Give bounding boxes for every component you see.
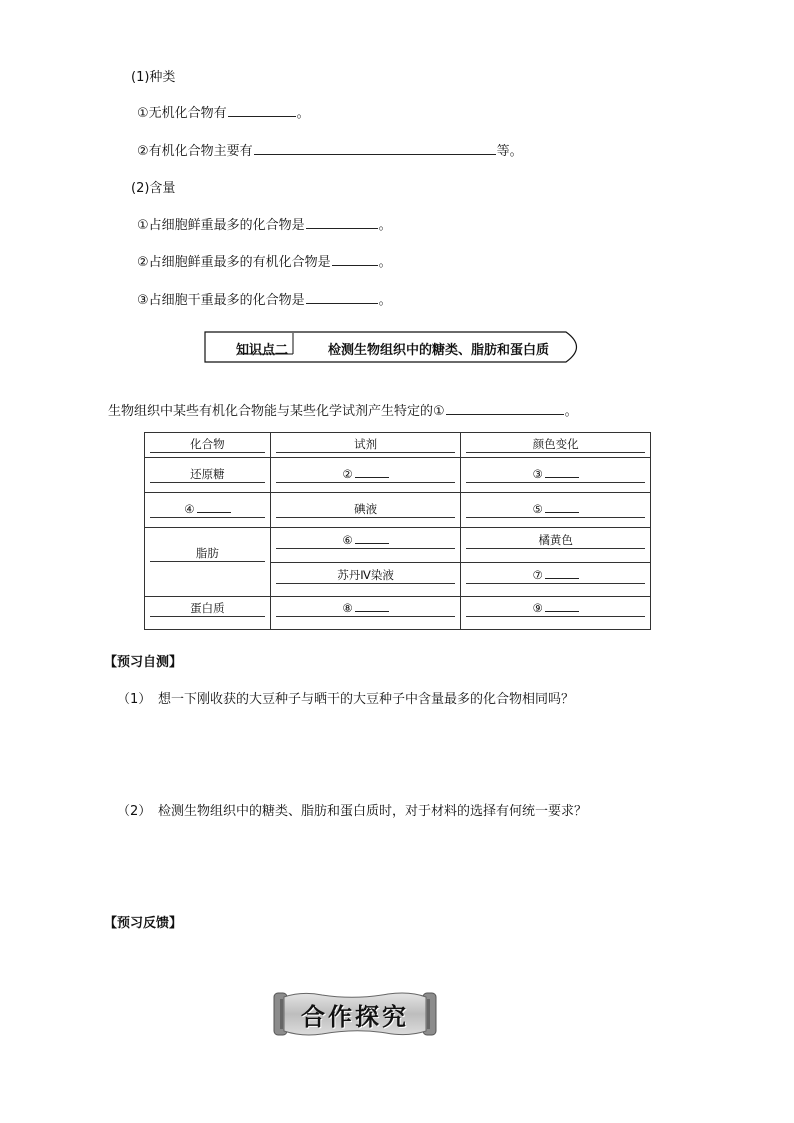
organic-suffix: 等。 [496,144,523,159]
color-blank-3[interactable] [466,466,645,483]
intro-prefix: 生物组织中某些有机化合物能与某些化学试剂产生特定的① [108,404,445,419]
heading-kinds: (1)种类 [131,70,176,85]
blank-line [355,467,389,478]
blank-line [197,502,231,513]
table-cell [461,528,651,563]
table-cell [461,597,651,630]
dry-most-suffix: 。 [378,293,392,308]
table-row [145,458,651,493]
question-2-text: 检测生物组织中的糖类、脂肪和蛋白质时，对于材料的选择有何统一要求？ [158,804,588,819]
reagent-blank-6[interactable] [276,532,456,549]
table-cell [145,597,271,630]
compound-reducing-sugar: 还原糖 [150,466,265,483]
table-cell [461,493,651,528]
intro-line [108,400,578,419]
compound-fat: 脂肪 [150,545,265,562]
blank-line [545,502,579,513]
blank-line [355,601,389,612]
reagent-iodine: 碘液 [276,501,456,518]
table-cell [461,562,651,597]
dry-most-line [137,289,392,308]
blank-line [545,601,579,612]
marker-4: ④ [184,502,195,516]
table-cell [270,433,461,458]
header-reagent: 试剂 [276,436,456,453]
color-blank-5[interactable] [466,501,645,518]
compound-blank-4[interactable] [150,501,265,518]
fresh-most-line [137,214,392,233]
organic-blank[interactable] [254,141,496,155]
inorganic-blank[interactable] [228,103,296,117]
knowledge-point-title: 检测生物组织中的糖类、脂肪和蛋白质 [328,343,550,358]
table-cell [270,597,461,630]
table-cell [270,493,461,528]
organic-line [137,140,523,159]
table-cell [145,528,271,597]
compound-protein: 蛋白质 [150,600,265,617]
fresh-organic-suffix: 。 [378,255,392,270]
intro-suffix: 。 [564,404,578,419]
marker-2: ② [342,467,353,481]
table-row [145,528,651,563]
table-cell [461,433,651,458]
table-cell [145,433,271,458]
heading-content: (2)含量 [131,181,176,196]
marker-3: ③ [532,467,543,481]
blank-line [545,568,579,579]
table-cell [145,493,271,528]
feedback-heading: 【预习反馈】 [104,916,183,931]
self-test-heading: 【预习自测】 [104,655,183,670]
fresh-organic-line [137,251,392,270]
table-header-row [145,433,651,458]
table-cell [270,528,461,563]
color-blank-9[interactable] [466,600,645,617]
question-1-text: 想一下刚收获的大豆种子与晒干的大豆种子中含量最多的化合物相同吗？ [158,692,575,707]
table-row [145,493,651,528]
color-orange-yellow: 橘黄色 [466,532,645,549]
inorganic-prefix: ①无机化合物有 [137,106,227,121]
organic-prefix: ②有机化合物主要有 [137,144,253,159]
fresh-most-prefix: ①占细胞鲜重最多的化合物是 [137,218,305,233]
knowledge-point-label: 知识点二 [236,343,289,358]
reagent-blank-2[interactable] [276,466,456,483]
marker-6: ⑥ [342,533,353,547]
marker-5: ⑤ [532,502,543,516]
fresh-most-blank[interactable] [306,215,378,229]
header-color: 颜色变化 [466,436,645,453]
cooperative-inquiry-banner [272,989,438,1039]
inorganic-suffix: 。 [296,106,310,121]
color-blank-7[interactable] [466,567,645,584]
fresh-most-suffix: 。 [378,218,392,233]
marker-7: ⑦ [532,567,543,582]
table-row [145,597,651,630]
table-cell [145,458,271,493]
banner-text: 合作探究 [301,1002,409,1031]
knowledge-point-box [204,331,588,363]
intro-blank[interactable] [446,401,564,415]
blank-line [355,533,389,544]
dry-most-blank[interactable] [306,290,378,304]
reagent-table [144,432,651,630]
reagent-blank-8[interactable] [276,600,456,617]
question-2-number: （2） [117,804,152,819]
marker-9: ⑨ [532,601,543,615]
inorganic-line [137,102,310,121]
question-1-number: （1） [117,692,152,707]
reagent-sudan-iv: 苏丹Ⅳ染液 [276,567,456,584]
dry-most-prefix: ③占细胞干重最多的化合物是 [137,293,305,308]
table-cell [461,458,651,493]
table-cell [270,458,461,493]
fresh-organic-prefix: ②占细胞鲜重最多的有机化合物是 [137,255,331,270]
fresh-organic-blank[interactable] [332,252,378,266]
blank-line [545,467,579,478]
header-compound: 化合物 [150,436,265,453]
table-cell [270,562,461,597]
marker-8: ⑧ [342,601,353,615]
